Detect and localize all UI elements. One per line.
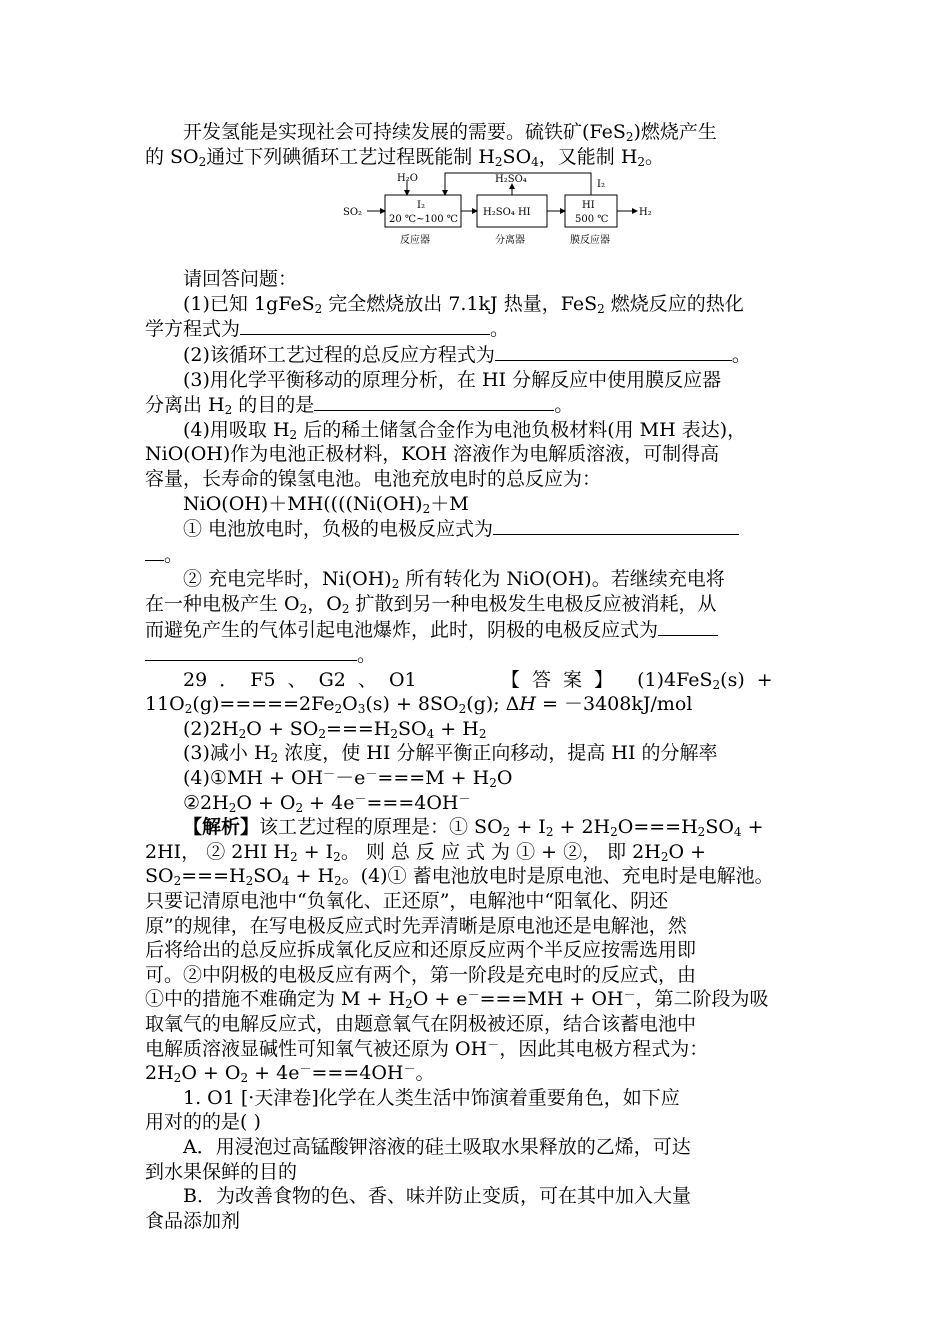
document-page — [145, 120, 810, 1233]
intro-line-2: 的 $SO_2$通过下列碘循环工艺过程既能制 $H_2SO_4$，又能制 $H_2$。 — [145, 145, 665, 169]
intro-line-1: 开发氢能是实现社会可持续发展的需要。硫铁矿(FeS$_2$)燃烧产生 — [183, 121, 717, 144]
next-question-line-2: 用对的的是( ) — [145, 1111, 261, 1134]
analysis-line-8: ①中的措施不难确定为 $M + H_2O + e^-===MH + OH^-$，第二阶段为吸 — [145, 988, 769, 1012]
answer-4: (4)①MH + $OH^--e^-===M + H_2O$ — [183, 767, 513, 791]
battery-equation: $NiO(OH)+MH((((Ni(OH)_2+M$ — [183, 492, 469, 516]
question-prompt: 请回答问题： — [183, 268, 298, 291]
h2o-label: H₂O — [397, 173, 418, 185]
question-4-2-line-2: 在一种电极产生 $O_2$，$O_2$ 扩散到另一种电极发生电极反应被消耗，从 — [145, 592, 717, 616]
process-diagram — [145, 171, 810, 263]
option-a-line-2: 到水果保鲜的目的 — [145, 1160, 298, 1183]
question-1-line-1: (1)已知 1gFeS$_2$ 完全燃烧放出 7.1kJ 热量，FeS$_2$ 燃烧反应的热化 — [183, 292, 744, 316]
separator-caption: 分离器 — [495, 235, 525, 247]
question-2: (2)该循环工艺过程的总反应方程式为 。 — [183, 343, 751, 366]
answer-blank-1[interactable] — [240, 316, 490, 335]
question-4-2-line-1: ② 充电完毕时，$Ni(OH)_2$ 所有转化为 NiO(OH)。若继续充电将 — [183, 568, 725, 592]
answer-blank-3[interactable] — [314, 392, 554, 411]
analysis-line-2: 2HI， ② 2HI $H_2 + I_2$。 则 总 反 应 式 为 ① + ②， 即 $2H_2O$ + — [145, 840, 707, 864]
question-4-line-2: NiO(OH)作为电池正极材料，KOH 溶液作为电解质溶液，可制得高 — [145, 443, 720, 466]
question-4-1-cont: 。 — [145, 542, 810, 568]
answer-1: $11O_2(g)=====2Fe_2O_3(s) + 8SO_2(g)$; ΔH = －3408kJ/mol — [145, 693, 693, 717]
analysis-line-10: 电解质溶液显碱性可知氧气被还原为 OH－，因此其电极方程式为： — [145, 1037, 709, 1060]
question-4-1: ① 电池放电时，负极的电极反应式为 — [145, 516, 810, 542]
answer-2: $(2)2H_2O + SO_2===H_2SO_4 + H_2$ — [183, 717, 487, 741]
analysis-line-5: 原”的规律，在写电极反应式时先弄清晰是原电池还是电解池，然 — [145, 914, 687, 937]
answer-blank-5-cont[interactable] — [145, 642, 357, 661]
separator-text: H₂SO₄ HI — [483, 207, 531, 219]
so2-label: SO₂ — [343, 207, 363, 219]
question-3-line-2: 分离出 $H_2$ 的目的是 。 — [145, 394, 574, 418]
answer-blank-5[interactable] — [658, 617, 718, 636]
next-question-line-1: 1. O1 [·天津卷]化学在人类生活中饰演着重要角色，如下应 — [183, 1086, 680, 1109]
reactor-text-2: 20 ℃~100 ℃ — [389, 214, 458, 226]
analysis-line-4: 只要记清原电池中“负氧化、正还原”，电解池中“阳氧化、阴还 — [145, 890, 669, 913]
option-b-line-2: 食品添加剂 — [145, 1209, 241, 1232]
answer-blank-2[interactable] — [495, 342, 732, 361]
question-1-line-2: 学方程式为 。 — [145, 318, 510, 341]
reactor-text-1: I₂ — [417, 200, 425, 212]
h2so4-output-label: H₂SO₄ — [495, 174, 527, 186]
question-4-line-3: 容量，长寿命的镍氢电池。电池充放电时的总反应为： — [145, 467, 602, 490]
question-4-line-1: (4)用吸取 $H_2$ 后的稀土储氢合金作为电池负极材料(用 MH 表达)， — [183, 418, 747, 442]
i2-recycle-label: I₂ — [597, 179, 605, 191]
reactor-caption: 反应器 — [400, 235, 430, 247]
question-3-line-1: (3)用化学平衡移动的原理分析，在 HI 分解反应中使用膜反应器 — [183, 368, 722, 391]
membrane-text-1: HI — [582, 200, 595, 212]
analysis-line-6: 后将给出的总反应拆成氧化反应和还原反应两个半反应按需选用即 — [145, 939, 697, 962]
answer-blank-4[interactable] — [493, 516, 739, 535]
h2-output-label: H₂ — [639, 207, 652, 219]
membrane-reactor-caption: 膜反应器 — [570, 235, 610, 247]
question-4-2-line-4: 。 — [145, 642, 810, 668]
answer-3: (3)减小 $H_2$ 浓度，使 HI 分解平衡正向移动，提高 HI 的分解率 — [183, 742, 718, 766]
analysis-line-1: 【解析】该工艺过程的原理是：① $SO_2 + I_2 + 2H_2O===H_2SO_4$ + — [183, 816, 764, 840]
answer-5: $②2H_2O + O_2 + 4e^-===4OH^-$ — [183, 791, 471, 815]
analysis-line-11: $2H_2O + O_2 + 4e^-===4OH^-$。 — [145, 1062, 435, 1086]
option-b-line-1: B．为改善食物的色、香、味并防止变质，可在其中加入大量 — [183, 1185, 691, 1208]
process-diagram-svg — [145, 171, 810, 263]
membrane-text-2: 500 ℃ — [575, 214, 609, 226]
answer-blank-4-cont[interactable] — [145, 542, 164, 561]
option-a-line-1: A．用浸泡过高锰酸钾溶液的硅土吸取水果释放的乙烯，可达 — [183, 1135, 691, 1158]
answer-header: 29 ． F5 、 G2 、 O1 【 答 案 】 (1)4FeS$_2$(s) + — [183, 668, 773, 692]
analysis-line-3: $SO_2===H_2SO_4 + H_2$。(4)① 蓄电池放电时是原电池、充电时是电解池。 — [145, 865, 774, 889]
analysis-line-9: 取氧气的电解反应式，由题意氧气在阴极被还原，结合该蓄电池中 — [145, 1013, 697, 1035]
question-4-2-line-3: 而避免产生的气体引起电池爆炸，此时，阴极的电极反应式为 — [145, 617, 810, 643]
analysis-line-7: 可。②中阴极的电极反应有两个，第一阶段是充电时的反应式，由 — [145, 963, 697, 986]
